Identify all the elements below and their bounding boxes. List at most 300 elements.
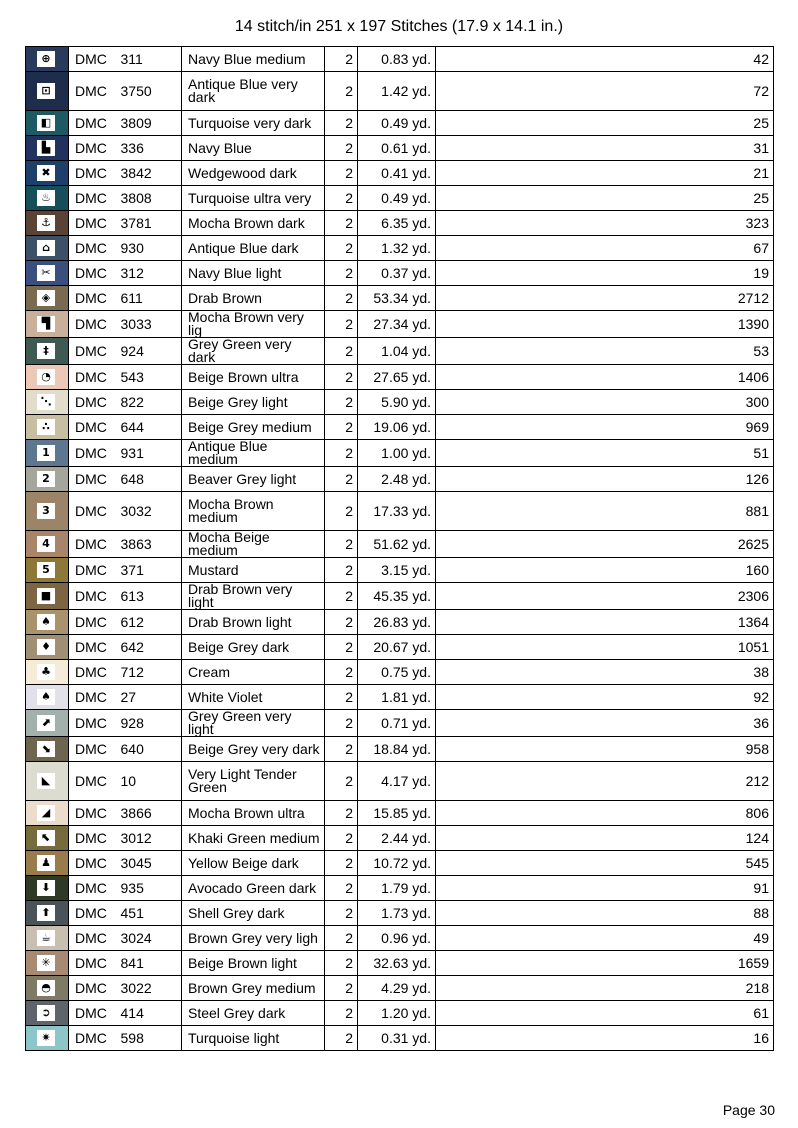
floss-brand: DMC bbox=[69, 710, 117, 737]
stitch-count: 49 bbox=[436, 926, 774, 951]
strand-count: 2 bbox=[325, 236, 358, 261]
table-row bbox=[26, 311, 774, 338]
strand-count: 2 bbox=[325, 186, 358, 211]
thread-length: 27.34 yd. bbox=[358, 311, 436, 338]
floss-number: 3032 bbox=[117, 492, 182, 531]
thread-length: 5.90 yd. bbox=[358, 390, 436, 415]
stitch-symbol-icon: ✳ bbox=[37, 955, 55, 971]
table-row bbox=[26, 531, 774, 558]
color-swatch bbox=[26, 635, 69, 660]
table-row bbox=[26, 72, 774, 111]
stitch-symbol-icon: ◓ bbox=[37, 980, 55, 996]
floss-name: Turquoise very dark bbox=[182, 111, 325, 136]
floss-name: Grey Green very light bbox=[182, 710, 325, 737]
strand-count: 2 bbox=[325, 161, 358, 186]
floss-number: 640 bbox=[117, 737, 182, 762]
strand-count: 2 bbox=[325, 1026, 358, 1051]
thread-length: 0.71 yd. bbox=[358, 710, 436, 737]
strand-count: 2 bbox=[325, 440, 358, 467]
thread-length: 0.37 yd. bbox=[358, 261, 436, 286]
floss-brand: DMC bbox=[69, 338, 117, 365]
strand-count: 2 bbox=[325, 531, 358, 558]
thread-length: 2.44 yd. bbox=[358, 826, 436, 851]
floss-number: 930 bbox=[117, 236, 182, 261]
stitch-symbol-icon: ⬈ bbox=[37, 715, 55, 731]
floss-brand: DMC bbox=[69, 951, 117, 976]
color-swatch bbox=[26, 801, 69, 826]
stitch-count: 806 bbox=[436, 801, 774, 826]
color-swatch bbox=[26, 876, 69, 901]
stitch-symbol-icon: ⬉ bbox=[37, 830, 55, 846]
thread-length: 53.34 yd. bbox=[358, 286, 436, 311]
strand-count: 2 bbox=[325, 660, 358, 685]
color-swatch bbox=[26, 311, 69, 338]
floss-brand: DMC bbox=[69, 926, 117, 951]
strand-count: 2 bbox=[325, 635, 358, 660]
strand-count: 2 bbox=[325, 467, 358, 492]
stitch-symbol-icon: ☕ bbox=[37, 930, 55, 946]
floss-name: Beige Brown light bbox=[182, 951, 325, 976]
stitch-symbol-icon: ♟ bbox=[37, 855, 55, 871]
color-swatch bbox=[26, 415, 69, 440]
table-row bbox=[26, 236, 774, 261]
floss-brand: DMC bbox=[69, 801, 117, 826]
stitch-symbol-icon: ⋱ bbox=[37, 394, 55, 410]
floss-name: Turquoise ultra very bbox=[182, 186, 325, 211]
table-row bbox=[26, 660, 774, 685]
floss-number: 336 bbox=[117, 136, 182, 161]
floss-number: 371 bbox=[117, 558, 182, 583]
table-row bbox=[26, 111, 774, 136]
color-swatch bbox=[26, 851, 69, 876]
floss-name: Shell Grey dark bbox=[182, 901, 325, 926]
strand-count: 2 bbox=[325, 876, 358, 901]
floss-number: 3022 bbox=[117, 976, 182, 1001]
strand-count: 2 bbox=[325, 558, 358, 583]
color-swatch bbox=[26, 685, 69, 710]
color-swatch bbox=[26, 492, 69, 531]
floss-brand: DMC bbox=[69, 1001, 117, 1026]
floss-brand: DMC bbox=[69, 826, 117, 851]
thread-length: 1.81 yd. bbox=[358, 685, 436, 710]
strand-count: 2 bbox=[325, 415, 358, 440]
floss-name: Turquoise light bbox=[182, 1026, 325, 1051]
strand-count: 2 bbox=[325, 901, 358, 926]
stitch-count: 38 bbox=[436, 660, 774, 685]
stitch-count: 958 bbox=[436, 737, 774, 762]
strand-count: 2 bbox=[325, 1001, 358, 1026]
table-row bbox=[26, 211, 774, 236]
thread-length: 1.20 yd. bbox=[358, 1001, 436, 1026]
floss-name: Antique Blue very dark bbox=[182, 72, 325, 111]
strand-count: 2 bbox=[325, 211, 358, 236]
floss-name: Navy Blue medium bbox=[182, 47, 325, 72]
stitch-symbol-icon: ⊡ bbox=[37, 83, 55, 99]
floss-number: 3808 bbox=[117, 186, 182, 211]
stitch-symbol-icon: ♣ bbox=[37, 664, 55, 680]
stitch-count: 2306 bbox=[436, 583, 774, 610]
floss-number: 3045 bbox=[117, 851, 182, 876]
stitch-count: 881 bbox=[436, 492, 774, 531]
floss-brand: DMC bbox=[69, 531, 117, 558]
thread-length: 4.17 yd. bbox=[358, 762, 436, 801]
floss-name: Navy Blue light bbox=[182, 261, 325, 286]
floss-number: 3033 bbox=[117, 311, 182, 338]
table-row bbox=[26, 492, 774, 531]
floss-name: Brown Grey very ligh bbox=[182, 926, 325, 951]
thread-length: 0.49 yd. bbox=[358, 111, 436, 136]
color-swatch bbox=[26, 440, 69, 467]
floss-brand: DMC bbox=[69, 558, 117, 583]
color-swatch bbox=[26, 186, 69, 211]
stitch-count: 323 bbox=[436, 211, 774, 236]
strand-count: 2 bbox=[325, 610, 358, 635]
strand-count: 2 bbox=[325, 338, 358, 365]
stitch-count: 1051 bbox=[436, 635, 774, 660]
stitch-count: 545 bbox=[436, 851, 774, 876]
table-row bbox=[26, 47, 774, 72]
floss-brand: DMC bbox=[69, 660, 117, 685]
stitch-symbol-icon: ➲ bbox=[37, 1005, 55, 1021]
thread-length: 1.73 yd. bbox=[358, 901, 436, 926]
color-swatch bbox=[26, 236, 69, 261]
stitch-symbol-icon: 3 bbox=[37, 503, 55, 519]
stitch-symbol-icon: ♠ bbox=[37, 614, 55, 630]
color-swatch bbox=[26, 338, 69, 365]
stitch-symbol-icon: ◣ bbox=[37, 773, 55, 789]
floss-name: Brown Grey medium bbox=[182, 976, 325, 1001]
strand-count: 2 bbox=[325, 737, 358, 762]
stitch-count: 124 bbox=[436, 826, 774, 851]
floss-name: Yellow Beige dark bbox=[182, 851, 325, 876]
floss-number: 644 bbox=[117, 415, 182, 440]
color-swatch bbox=[26, 976, 69, 1001]
floss-name: Grey Green very dark bbox=[182, 338, 325, 365]
stitch-count: 1659 bbox=[436, 951, 774, 976]
stitch-symbol-icon: ◢ bbox=[37, 805, 55, 821]
page-number: Page 30 bbox=[722, 1102, 775, 1118]
color-swatch bbox=[26, 1001, 69, 1026]
color-swatch bbox=[26, 72, 69, 111]
stitch-symbol-icon: ▙ bbox=[37, 140, 55, 156]
floss-brand: DMC bbox=[69, 211, 117, 236]
floss-number: 414 bbox=[117, 1001, 182, 1026]
floss-brand: DMC bbox=[69, 311, 117, 338]
floss-number: 451 bbox=[117, 901, 182, 926]
floss-brand: DMC bbox=[69, 976, 117, 1001]
floss-name: Avocado Green dark bbox=[182, 876, 325, 901]
table-row bbox=[26, 1026, 774, 1051]
table-row bbox=[26, 415, 774, 440]
stitch-symbol-icon: ‡ bbox=[37, 343, 55, 359]
strand-count: 2 bbox=[325, 762, 358, 801]
color-swatch bbox=[26, 467, 69, 492]
floss-brand: DMC bbox=[69, 762, 117, 801]
thread-length: 45.35 yd. bbox=[358, 583, 436, 610]
stitch-count: 1364 bbox=[436, 610, 774, 635]
floss-number: 543 bbox=[117, 365, 182, 390]
floss-brand: DMC bbox=[69, 610, 117, 635]
floss-brand: DMC bbox=[69, 286, 117, 311]
thread-length: 0.96 yd. bbox=[358, 926, 436, 951]
thread-length: 19.06 yd. bbox=[358, 415, 436, 440]
table-row bbox=[26, 876, 774, 901]
floss-number: 311 bbox=[117, 47, 182, 72]
floss-name: Mocha Beige medium bbox=[182, 531, 325, 558]
strand-count: 2 bbox=[325, 492, 358, 531]
strand-count: 2 bbox=[325, 72, 358, 111]
stitch-count: 160 bbox=[436, 558, 774, 583]
thread-length: 1.42 yd. bbox=[358, 72, 436, 111]
thread-length: 0.83 yd. bbox=[358, 47, 436, 72]
thread-length: 1.79 yd. bbox=[358, 876, 436, 901]
floss-brand: DMC bbox=[69, 635, 117, 660]
floss-name: Mocha Brown dark bbox=[182, 211, 325, 236]
color-swatch bbox=[26, 531, 69, 558]
floss-name: Steel Grey dark bbox=[182, 1001, 325, 1026]
stitch-symbol-icon: ♦ bbox=[37, 639, 55, 655]
floss-name: Cream bbox=[182, 660, 325, 685]
floss-name: Drab Brown bbox=[182, 286, 325, 311]
strand-count: 2 bbox=[325, 136, 358, 161]
floss-brand: DMC bbox=[69, 415, 117, 440]
strand-count: 2 bbox=[325, 801, 358, 826]
strand-count: 2 bbox=[325, 583, 358, 610]
color-swatch bbox=[26, 901, 69, 926]
thread-length: 0.75 yd. bbox=[358, 660, 436, 685]
floss-brand: DMC bbox=[69, 583, 117, 610]
stitch-count: 16 bbox=[436, 1026, 774, 1051]
color-swatch bbox=[26, 558, 69, 583]
color-swatch bbox=[26, 826, 69, 851]
stitch-symbol-icon: ⚓ bbox=[37, 215, 55, 231]
stitch-count: 25 bbox=[436, 111, 774, 136]
thread-length: 1.32 yd. bbox=[358, 236, 436, 261]
floss-number: 3809 bbox=[117, 111, 182, 136]
stitch-count: 212 bbox=[436, 762, 774, 801]
thread-length: 26.83 yd. bbox=[358, 610, 436, 635]
stitch-count: 92 bbox=[436, 685, 774, 710]
color-swatch bbox=[26, 710, 69, 737]
table-row bbox=[26, 261, 774, 286]
thread-length: 1.00 yd. bbox=[358, 440, 436, 467]
floss-brand: DMC bbox=[69, 467, 117, 492]
floss-number: 931 bbox=[117, 440, 182, 467]
table-row bbox=[26, 390, 774, 415]
thread-length: 1.04 yd. bbox=[358, 338, 436, 365]
table-row bbox=[26, 338, 774, 365]
floss-brand: DMC bbox=[69, 851, 117, 876]
floss-number: 3866 bbox=[117, 801, 182, 826]
thread-length: 0.31 yd. bbox=[358, 1026, 436, 1051]
stitch-count: 72 bbox=[436, 72, 774, 111]
stitch-symbol-icon: ♠ bbox=[37, 689, 55, 705]
stitch-symbol-icon: ✖ bbox=[37, 165, 55, 181]
thread-length: 4.29 yd. bbox=[358, 976, 436, 1001]
stitch-count: 53 bbox=[436, 338, 774, 365]
color-swatch bbox=[26, 762, 69, 801]
floss-number: 3781 bbox=[117, 211, 182, 236]
strand-count: 2 bbox=[325, 826, 358, 851]
floss-brand: DMC bbox=[69, 261, 117, 286]
page-title: 14 stitch/in 251 x 197 Stitches (17.9 x 14.1 in.) bbox=[234, 18, 564, 35]
color-swatch bbox=[26, 737, 69, 762]
floss-number: 27 bbox=[117, 685, 182, 710]
table-row bbox=[26, 762, 774, 801]
floss-brand: DMC bbox=[69, 111, 117, 136]
floss-number: 10 bbox=[117, 762, 182, 801]
stitch-symbol-icon: ▜ bbox=[37, 316, 55, 332]
thread-length: 2.48 yd. bbox=[358, 467, 436, 492]
strand-count: 2 bbox=[325, 851, 358, 876]
table-row bbox=[26, 685, 774, 710]
stitch-symbol-icon: ◧ bbox=[37, 115, 55, 131]
floss-name: White Violet bbox=[182, 685, 325, 710]
stitch-symbol-icon: ⊕ bbox=[37, 51, 55, 67]
strand-count: 2 bbox=[325, 111, 358, 136]
stitch-symbol-icon: ◔ bbox=[37, 369, 55, 385]
stitch-count: 31 bbox=[436, 136, 774, 161]
floss-brand: DMC bbox=[69, 236, 117, 261]
table-row bbox=[26, 286, 774, 311]
stitch-count: 969 bbox=[436, 415, 774, 440]
strand-count: 2 bbox=[325, 976, 358, 1001]
floss-brand: DMC bbox=[69, 72, 117, 111]
strand-count: 2 bbox=[325, 390, 358, 415]
strand-count: 2 bbox=[325, 926, 358, 951]
floss-name: Antique Blue dark bbox=[182, 236, 325, 261]
color-swatch bbox=[26, 136, 69, 161]
floss-brand: DMC bbox=[69, 685, 117, 710]
floss-brand: DMC bbox=[69, 876, 117, 901]
floss-name: Mocha Brown medium bbox=[182, 492, 325, 531]
stitch-count: 1390 bbox=[436, 311, 774, 338]
floss-name: Beige Grey very dark bbox=[182, 737, 325, 762]
color-swatch bbox=[26, 365, 69, 390]
strand-count: 2 bbox=[325, 47, 358, 72]
floss-name: Antique Blue medium bbox=[182, 440, 325, 467]
floss-brand: DMC bbox=[69, 47, 117, 72]
floss-number: 642 bbox=[117, 635, 182, 660]
stitch-symbol-icon: 4 bbox=[37, 536, 55, 552]
floss-number: 613 bbox=[117, 583, 182, 610]
stitch-count: 61 bbox=[436, 1001, 774, 1026]
floss-brand: DMC bbox=[69, 161, 117, 186]
floss-number: 712 bbox=[117, 660, 182, 685]
table-row bbox=[26, 1001, 774, 1026]
thread-length: 20.67 yd. bbox=[358, 635, 436, 660]
table-row bbox=[26, 467, 774, 492]
stitch-count: 1406 bbox=[436, 365, 774, 390]
floss-number: 312 bbox=[117, 261, 182, 286]
table-row bbox=[26, 610, 774, 635]
floss-brand: DMC bbox=[69, 365, 117, 390]
stitch-count: 88 bbox=[436, 901, 774, 926]
color-swatch bbox=[26, 610, 69, 635]
table-row bbox=[26, 901, 774, 926]
floss-number: 924 bbox=[117, 338, 182, 365]
table-row bbox=[26, 926, 774, 951]
stitch-count: 25 bbox=[436, 186, 774, 211]
floss-number: 3012 bbox=[117, 826, 182, 851]
floss-brand: DMC bbox=[69, 737, 117, 762]
color-swatch bbox=[26, 111, 69, 136]
floss-brand: DMC bbox=[69, 136, 117, 161]
stitch-count: 300 bbox=[436, 390, 774, 415]
strand-count: 2 bbox=[325, 685, 358, 710]
table-row bbox=[26, 136, 774, 161]
color-swatch bbox=[26, 951, 69, 976]
floss-number: 3024 bbox=[117, 926, 182, 951]
thread-length: 10.72 yd. bbox=[358, 851, 436, 876]
table-row bbox=[26, 951, 774, 976]
floss-number: 612 bbox=[117, 610, 182, 635]
stitch-count: 21 bbox=[436, 161, 774, 186]
strand-count: 2 bbox=[325, 261, 358, 286]
table-row bbox=[26, 161, 774, 186]
floss-number: 598 bbox=[117, 1026, 182, 1051]
table-row bbox=[26, 635, 774, 660]
floss-name: Drab Brown very light bbox=[182, 583, 325, 610]
table-row bbox=[26, 976, 774, 1001]
stitch-count: 36 bbox=[436, 710, 774, 737]
stitch-count: 67 bbox=[436, 236, 774, 261]
color-swatch bbox=[26, 926, 69, 951]
strand-count: 2 bbox=[325, 710, 358, 737]
strand-count: 2 bbox=[325, 311, 358, 338]
floss-legend-table bbox=[25, 46, 774, 1051]
stitch-symbol-icon: ✷ bbox=[37, 1030, 55, 1046]
stitch-symbol-icon: ◈ bbox=[37, 290, 55, 306]
table-row bbox=[26, 851, 774, 876]
color-swatch bbox=[26, 1026, 69, 1051]
strand-count: 2 bbox=[325, 951, 358, 976]
thread-length: 17.33 yd. bbox=[358, 492, 436, 531]
color-swatch bbox=[26, 211, 69, 236]
table-row bbox=[26, 826, 774, 851]
stitch-symbol-icon: ⬇ bbox=[37, 880, 55, 896]
table-row bbox=[26, 186, 774, 211]
thread-length: 15.85 yd. bbox=[358, 801, 436, 826]
stitch-symbol-icon: ■ bbox=[37, 588, 55, 604]
thread-length: 3.15 yd. bbox=[358, 558, 436, 583]
strand-count: 2 bbox=[325, 365, 358, 390]
floss-brand: DMC bbox=[69, 186, 117, 211]
stitch-count: 218 bbox=[436, 976, 774, 1001]
strand-count: 2 bbox=[325, 286, 358, 311]
floss-name: Beige Grey medium bbox=[182, 415, 325, 440]
stitch-count: 126 bbox=[436, 467, 774, 492]
table-row bbox=[26, 801, 774, 826]
floss-number: 3863 bbox=[117, 531, 182, 558]
table-row bbox=[26, 558, 774, 583]
floss-number: 935 bbox=[117, 876, 182, 901]
color-swatch bbox=[26, 660, 69, 685]
stitch-symbol-icon: ♨ bbox=[37, 190, 55, 206]
floss-name: Drab Brown light bbox=[182, 610, 325, 635]
thread-length: 0.49 yd. bbox=[358, 186, 436, 211]
stitch-count: 42 bbox=[436, 47, 774, 72]
floss-brand: DMC bbox=[69, 901, 117, 926]
thread-length: 51.62 yd. bbox=[358, 531, 436, 558]
floss-name: Mocha Brown very lig bbox=[182, 311, 325, 338]
floss-number: 3750 bbox=[117, 72, 182, 111]
floss-number: 822 bbox=[117, 390, 182, 415]
floss-number: 928 bbox=[117, 710, 182, 737]
thread-length: 0.61 yd. bbox=[358, 136, 436, 161]
floss-name: Mustard bbox=[182, 558, 325, 583]
floss-number: 648 bbox=[117, 467, 182, 492]
